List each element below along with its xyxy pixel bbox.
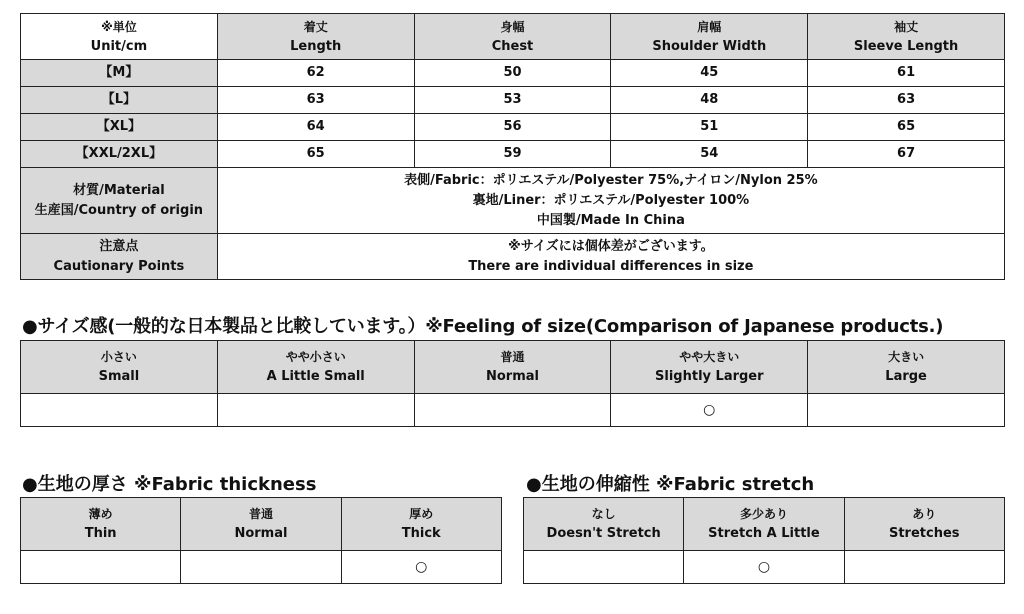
chest-header: 身幅 Chest [414,14,611,60]
shoulder-value: 48 [611,87,808,114]
mark-cell [524,551,684,584]
unit-header: ※単位 Unit/cm [21,14,218,60]
sleeve-value: 67 [808,141,1005,168]
fabric-thickness-table [20,497,502,584]
mark-cell [844,551,1004,584]
mark-cell: ○ [611,394,808,427]
feeling-a-little-small: やや小さい A Little Small [217,341,414,394]
mark-cell [21,551,181,584]
size-label: 【L】 [21,87,218,114]
thickness-normal: 普通 Normal [181,498,341,551]
mark-cell [181,551,341,584]
mark-cell: ○ [341,551,501,584]
size-feeling-header-row [21,341,1005,394]
length-header: 着丈 Length [217,14,414,60]
mark-cell [808,394,1005,427]
chest-value: 56 [414,114,611,141]
mark-cell [21,394,218,427]
feeling-normal: 普通 Normal [414,341,611,394]
feeling-large: 大きい Large [808,341,1005,394]
fabric-thickness-mark-row [21,551,502,584]
feeling-small: 小さい Small [21,341,218,394]
size-feeling-table [20,340,1005,427]
stretch-none: なし Doesn't Stretch [524,498,684,551]
caution-info: ※サイズには個体差がございます。 There are individual differences in size [217,234,1004,280]
size-label: 【XL】 [21,114,218,141]
caution-label: 注意点 Cautionary Points [21,234,218,280]
length-value: 64 [217,114,414,141]
chest-value: 53 [414,87,611,114]
shoulder-width-header: 肩幅 Shoulder Width [611,14,808,60]
mark-cell: ○ [684,551,844,584]
size-feeling-title: ●サイズ感(一般的な日本製品と比較しています。）※Feeling of size(Comparison of Japanese products.) [22,316,944,337]
shoulder-value: 54 [611,141,808,168]
chest-value: 50 [414,60,611,87]
fabric-stretch-table [523,497,1005,584]
stretch-a-little: 多少あり Stretch A Little [684,498,844,551]
sleeve-value: 63 [808,87,1005,114]
mark-cell [414,394,611,427]
shoulder-value: 45 [611,60,808,87]
caution-row [21,234,1005,280]
chest-value: 59 [414,141,611,168]
material-info: 表側/Fabric：ポリエステル/Polyester 75%,ナイロン/Nylon 25% 裏地/Liner：ポリエステル/Polyester 100% 中国製/Made In China [217,168,1004,234]
thickness-thick: 厚め Thick [341,498,501,551]
sleeve-value: 65 [808,114,1005,141]
thickness-thin: 薄め Thin [21,498,181,551]
size-feeling-mark-row [21,394,1005,427]
size-label: 【M】 [21,60,218,87]
fabric-thickness-title: ●生地の厚さ ※Fabric thickness [22,474,317,495]
size-chart-table [20,13,1005,280]
stretch-yes: あり Stretches [844,498,1004,551]
sleeve-length-header: 袖丈 Sleeve Length [808,14,1005,60]
material-row [21,168,1005,234]
size-row-l [21,87,1005,114]
size-label: 【XXL/2XL】 [21,141,218,168]
length-value: 63 [217,87,414,114]
sleeve-value: 61 [808,60,1005,87]
fabric-stretch-mark-row [524,551,1005,584]
fabric-stretch-title: ●生地の伸縮性 ※Fabric stretch [526,474,815,495]
material-label: 材質/Material 生産国/Country of origin [21,168,218,234]
size-table-header-row [21,14,1005,60]
length-value: 65 [217,141,414,168]
fabric-stretch-header-row [524,498,1005,551]
size-row-xxl [21,141,1005,168]
mark-cell [217,394,414,427]
length-value: 62 [217,60,414,87]
size-row-xl [21,114,1005,141]
feeling-slightly-larger: やや大きい Slightly Larger [611,341,808,394]
shoulder-value: 51 [611,114,808,141]
fabric-thickness-header-row [21,498,502,551]
size-row-m [21,60,1005,87]
